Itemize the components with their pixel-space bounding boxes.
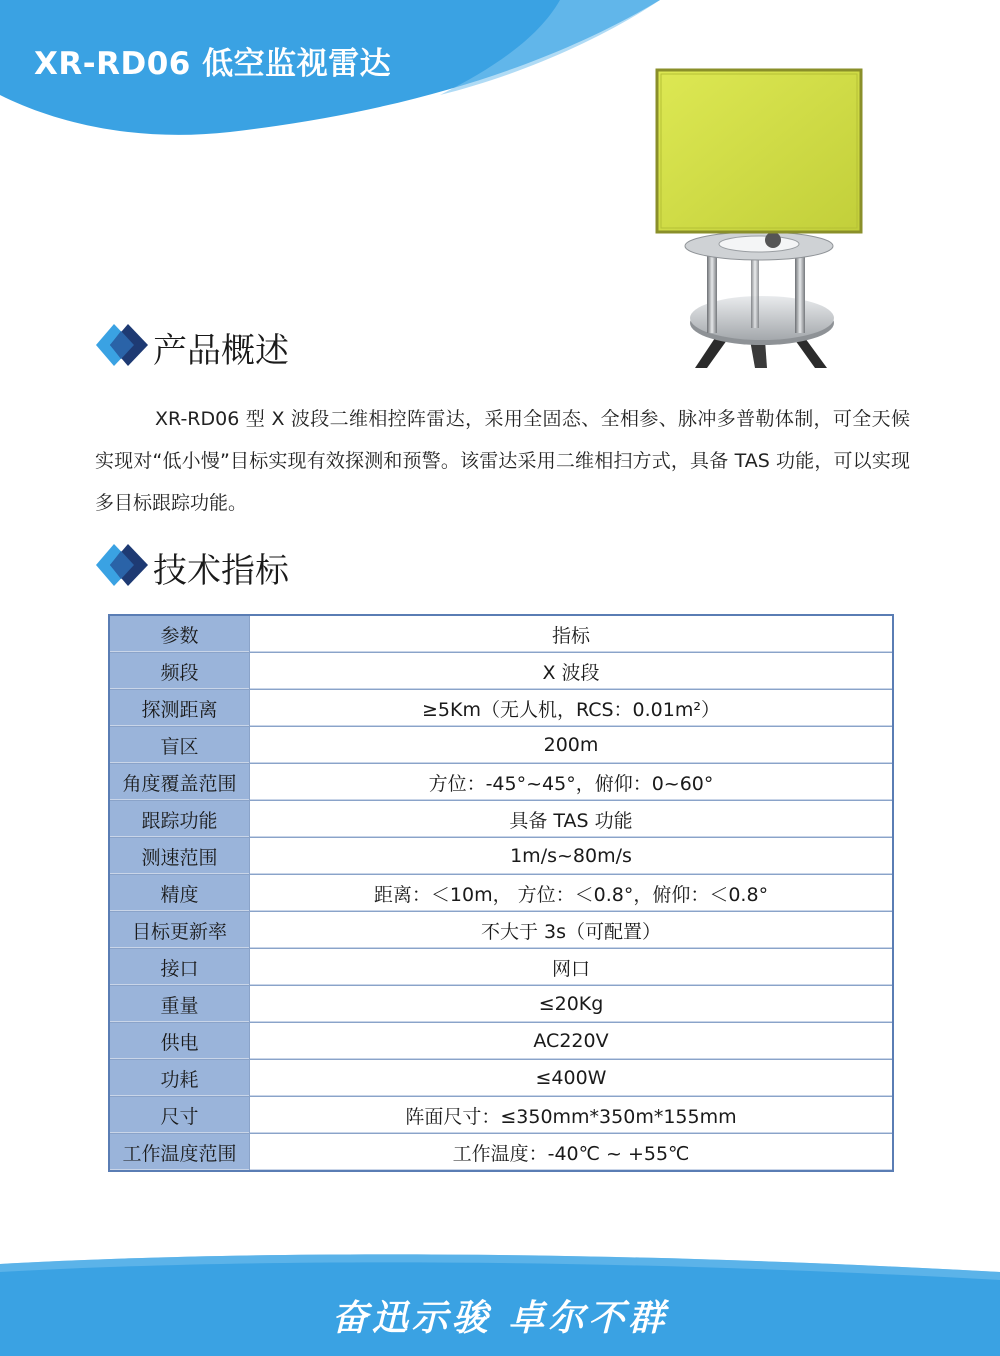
value-cell: 不大于 3s（可配置）	[250, 912, 894, 949]
param-cell: 测速范围	[109, 838, 250, 875]
param-cell: 尺寸	[109, 1097, 250, 1134]
table-row	[109, 764, 893, 801]
value-cell: 具备 TAS 功能	[250, 801, 894, 838]
section-title-overview: 产品概述	[153, 331, 289, 371]
section-title-specs: 技术指标	[153, 551, 289, 591]
value-cell: ≤20Kg	[250, 986, 894, 1023]
value-cell: ≥5Km（无人机，RCS：0.01m²）	[250, 690, 894, 727]
table-row	[109, 801, 893, 838]
diamond-icon	[96, 542, 148, 588]
table-header-value: 指标	[250, 615, 894, 653]
param-cell: 工作温度范围	[109, 1134, 250, 1172]
value-cell: 阵面尺寸：≤350mm*350m*155mm	[250, 1097, 894, 1134]
param-cell: 重量	[109, 986, 250, 1023]
param-cell: 盲区	[109, 727, 250, 764]
param-cell: 频段	[109, 653, 250, 690]
param-cell: 目标更新率	[109, 912, 250, 949]
param-cell: 接口	[109, 949, 250, 986]
table-row	[109, 949, 893, 986]
value-cell: 方位：-45°~45°，俯仰：0~60°	[250, 764, 894, 801]
param-cell: 功耗	[109, 1060, 250, 1097]
radar-product-image	[655, 68, 865, 368]
table-row	[109, 653, 893, 690]
table-row	[109, 1060, 893, 1097]
table-row	[109, 1097, 893, 1134]
table-row	[109, 838, 893, 875]
value-cell: 200m	[250, 727, 894, 764]
param-cell: 角度覆盖范围	[109, 764, 250, 801]
value-cell: 网口	[250, 949, 894, 986]
value-cell: 工作温度：-40℃ ~ +55℃	[250, 1134, 894, 1172]
table-header-row	[109, 615, 893, 653]
value-cell: X 波段	[250, 653, 894, 690]
table-header-param: 参数	[109, 615, 250, 653]
table-row	[109, 1134, 893, 1172]
param-cell: 精度	[109, 875, 250, 912]
diamond-icon	[96, 322, 148, 368]
value-cell: AC220V	[250, 1023, 894, 1060]
table-row	[109, 986, 893, 1023]
footer-slogan: 奋迅示骏 卓尔不群	[331, 1298, 669, 1339]
spec-table	[108, 614, 894, 1172]
param-cell: 探测距离	[109, 690, 250, 727]
table-row	[109, 1023, 893, 1060]
table-row	[109, 690, 893, 727]
page-title: XR-RD06 低空监视雷达	[34, 46, 392, 82]
value-cell: ≤400W	[250, 1060, 894, 1097]
value-cell: 1m/s~80m/s	[250, 838, 894, 875]
param-cell: 供电	[109, 1023, 250, 1060]
table-row	[109, 912, 893, 949]
table-row	[109, 727, 893, 764]
param-cell: 跟踪功能	[109, 801, 250, 838]
overview-paragraph: XR-RD06 型 X 波段二维相控阵雷达，采用全固态、全相参、脉冲多普勒体制，可全天候实现对“低小慢”目标实现有效探测和预警。该雷达采用二维相扫方式，具备 TAS 功能，可以实现多目标跟踪功能。	[95, 408, 910, 514]
value-cell: 距离：＜10m， 方位：＜0.8°，俯仰：＜0.8°	[250, 875, 894, 912]
table-row	[109, 875, 893, 912]
